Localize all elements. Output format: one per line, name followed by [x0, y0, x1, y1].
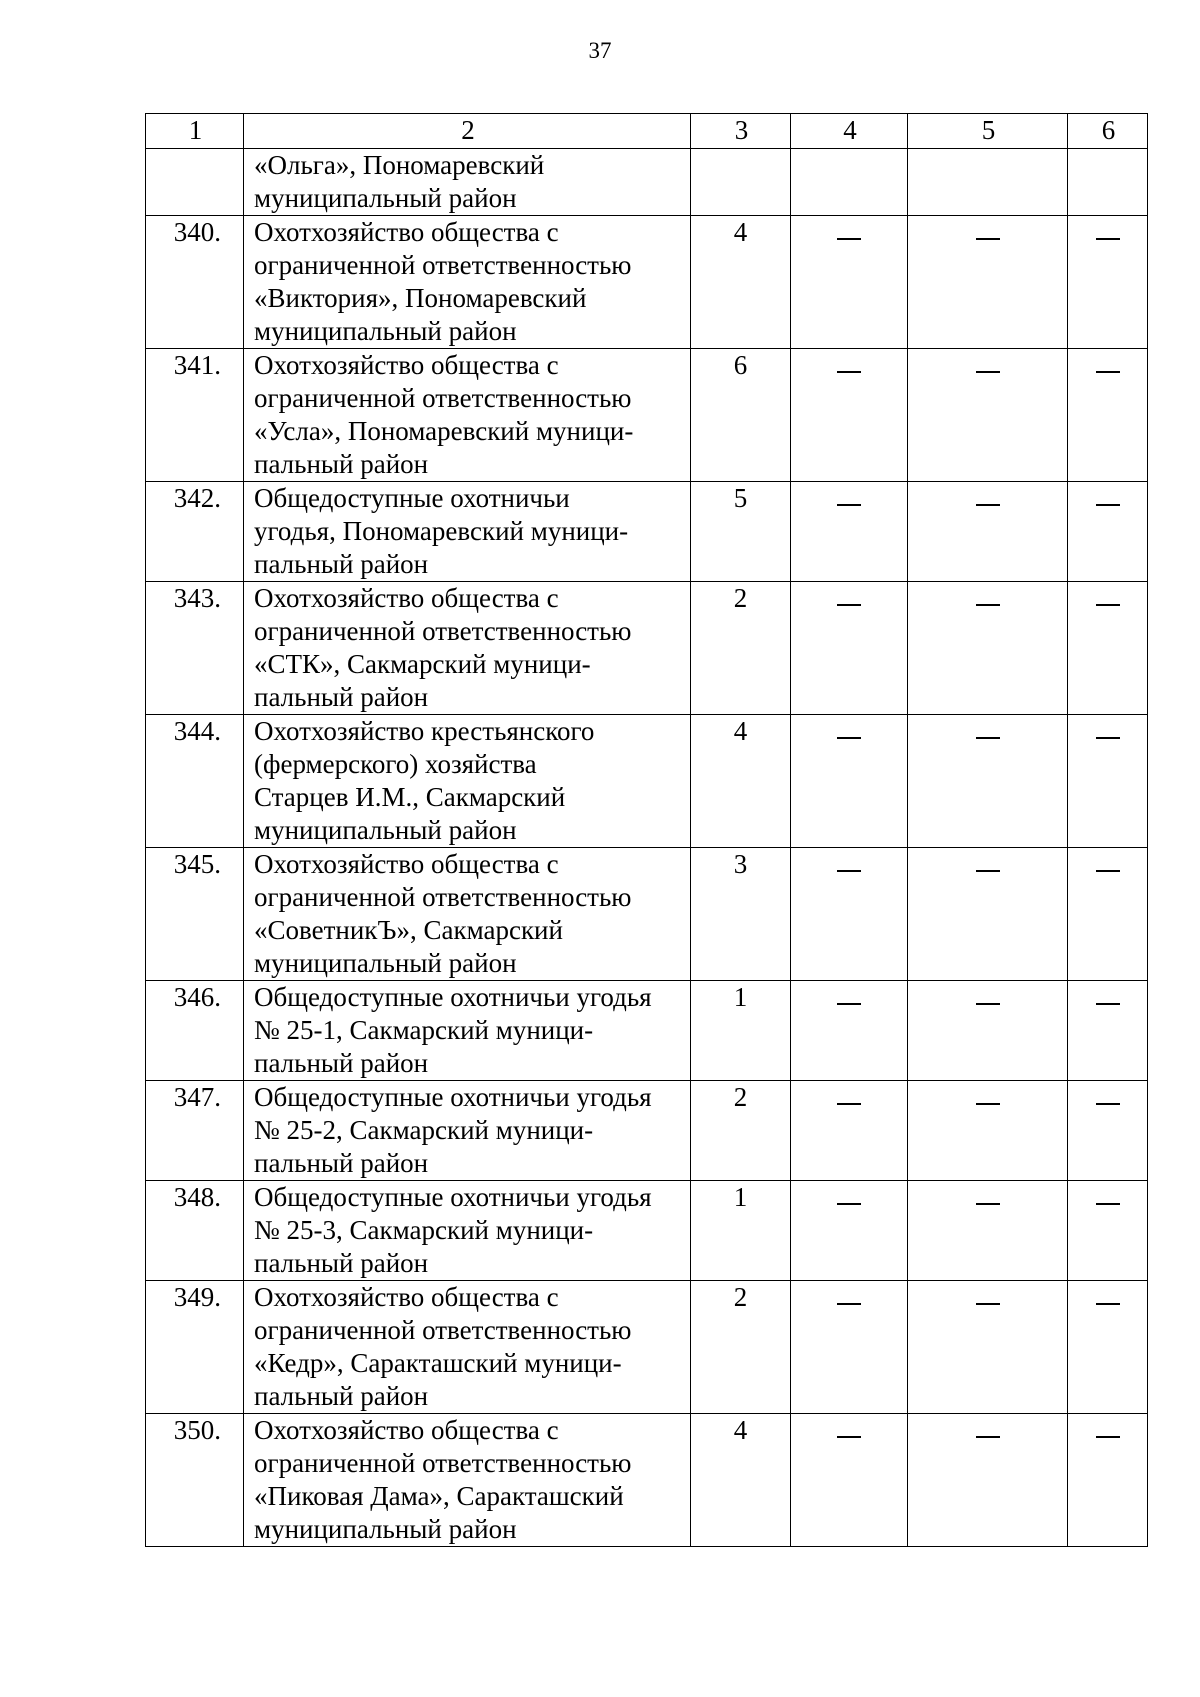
row-c5-cell [908, 715, 1068, 848]
dash-mark [837, 1303, 861, 1305]
dash-mark [837, 238, 861, 240]
row-name-cell [244, 349, 691, 482]
row-quantity: 2 [691, 1281, 791, 1414]
dash-mark [1096, 870, 1120, 872]
row-quantity: 5 [691, 482, 791, 582]
table-row [146, 1081, 1148, 1181]
row-name-cell [244, 582, 691, 715]
header-cell-6: 6 [1068, 114, 1148, 149]
name-line: муниципальный район [254, 948, 517, 978]
dash-mark [1096, 238, 1120, 240]
row-name-cell [244, 482, 691, 582]
table-row [146, 216, 1148, 349]
dash-mark [976, 1303, 1000, 1305]
dash-mark [837, 371, 861, 373]
dash-mark [976, 1003, 1000, 1005]
row-name-cell [244, 715, 691, 848]
row-number: 346. [146, 981, 244, 1081]
header-row [146, 114, 1148, 149]
row-c5-cell [908, 1281, 1068, 1414]
row-number: 350. [146, 1414, 244, 1547]
continuation-num-cell [146, 149, 244, 216]
dash-mark [976, 1103, 1000, 1105]
row-name-cell [244, 848, 691, 981]
name-line: ограниченной ответственностью [254, 1448, 632, 1478]
dash-mark [837, 1003, 861, 1005]
row-c6-cell [1068, 715, 1148, 848]
name-line: «Виктория», Пономаревский [254, 283, 587, 313]
dash-mark [976, 737, 1000, 739]
dash-mark [837, 504, 861, 506]
row-c5-cell [908, 981, 1068, 1081]
row-c5-cell [908, 1081, 1068, 1181]
row-c6-cell [1068, 216, 1148, 349]
row-quantity: 4 [691, 216, 791, 349]
row-number: 341. [146, 349, 244, 482]
dash-mark [976, 371, 1000, 373]
dash-mark [976, 504, 1000, 506]
dash-mark [837, 737, 861, 739]
name-line: угодья, Пономаревский муници- [254, 516, 629, 546]
continuation-qty-cell [691, 149, 791, 216]
name-line: муниципальный район [254, 316, 517, 346]
name-line: «СоветникЪ», Сакмарский [254, 915, 563, 945]
row-name-cell [244, 1414, 691, 1547]
dash-mark [976, 604, 1000, 606]
row-c4-cell [791, 1081, 908, 1181]
name-line: муниципальный район [254, 815, 517, 845]
dash-mark [837, 1103, 861, 1105]
row-c4-cell [791, 482, 908, 582]
row-name-cell [244, 216, 691, 349]
row-c4-cell [791, 848, 908, 981]
header-cell-5: 5 [908, 114, 1068, 149]
continuation-name-cell [244, 149, 691, 216]
row-quantity: 2 [691, 1081, 791, 1181]
name-line: Общедоступные охотничьи угодья [254, 1082, 652, 1112]
dash-mark [976, 1203, 1000, 1205]
name-line: пальный район [254, 1248, 429, 1278]
row-number: 348. [146, 1181, 244, 1281]
continuation-row [146, 149, 1148, 216]
name-line: пальный район [254, 1381, 429, 1411]
name-line: № 25-1, Сакмарский муници- [254, 1015, 594, 1045]
dash-mark [1096, 1003, 1120, 1005]
name-line: муниципальный район [254, 183, 517, 213]
name-line: Охотхозяйство общества с [254, 1282, 559, 1312]
row-c6-cell [1068, 482, 1148, 582]
name-line: ограниченной ответственностью [254, 616, 632, 646]
row-c4-cell [791, 1281, 908, 1414]
row-c6-cell [1068, 349, 1148, 482]
continuation-col5-cell [908, 149, 1068, 216]
name-line: пальный район [254, 1048, 429, 1078]
dash-mark [976, 870, 1000, 872]
row-number: 345. [146, 848, 244, 981]
name-line: пальный район [254, 682, 429, 712]
name-line: «Ольга», Пономаревский [254, 150, 545, 180]
continuation-col6-cell [1068, 149, 1148, 216]
row-c5-cell [908, 482, 1068, 582]
row-c6-cell [1068, 848, 1148, 981]
dash-mark [1096, 1436, 1120, 1438]
dash-mark [1096, 371, 1120, 373]
table-row [146, 582, 1148, 715]
dash-mark [1096, 1203, 1120, 1205]
row-number: 344. [146, 715, 244, 848]
name-line: Охотхозяйство общества с [254, 350, 559, 380]
name-line: «Усла», Пономаревский муници- [254, 416, 634, 446]
name-line: Охотхозяйство общества с [254, 849, 559, 879]
dash-mark [837, 604, 861, 606]
name-line: пальный район [254, 1148, 429, 1178]
row-quantity: 1 [691, 1181, 791, 1281]
dash-mark [1096, 604, 1120, 606]
name-line: № 25-3, Сакмарский муници- [254, 1215, 594, 1245]
table-row [146, 482, 1148, 582]
name-line: ограниченной ответственностью [254, 250, 632, 280]
name-line: Охотхозяйство общества с [254, 217, 559, 247]
name-line: Охотхозяйство крестьянского [254, 716, 595, 746]
dash-mark [976, 1436, 1000, 1438]
name-line: Охотхозяйство общества с [254, 583, 559, 613]
name-line: ограниченной ответственностью [254, 1315, 632, 1345]
row-name-cell [244, 1281, 691, 1414]
row-c6-cell [1068, 1414, 1148, 1547]
dash-mark [837, 1203, 861, 1205]
row-c4-cell [791, 715, 908, 848]
name-line: «Пиковая Дама», Саракташский [254, 1481, 624, 1511]
row-name-cell [244, 981, 691, 1081]
header-cell-2: 2 [244, 114, 691, 149]
row-c6-cell [1068, 981, 1148, 1081]
row-quantity: 3 [691, 848, 791, 981]
table-row [146, 715, 1148, 848]
row-name-cell [244, 1081, 691, 1181]
row-c4-cell [791, 1414, 908, 1547]
name-line: ограниченной ответственностью [254, 383, 632, 413]
dash-mark [976, 238, 1000, 240]
continuation-col4-cell [791, 149, 908, 216]
row-number: 340. [146, 216, 244, 349]
dash-mark [837, 870, 861, 872]
row-number: 342. [146, 482, 244, 582]
row-c6-cell [1068, 1081, 1148, 1181]
dash-mark [1096, 1103, 1120, 1105]
row-number: 343. [146, 582, 244, 715]
dash-mark [1096, 737, 1120, 739]
dash-mark [1096, 1303, 1120, 1305]
hunting-grounds-table [145, 113, 1148, 1547]
row-c6-cell [1068, 1281, 1148, 1414]
row-quantity: 6 [691, 349, 791, 482]
table-row [146, 349, 1148, 482]
name-line: муниципальный район [254, 1514, 517, 1544]
name-line: (фермерского) хозяйства [254, 749, 537, 779]
row-quantity: 4 [691, 1414, 791, 1547]
name-line: «СТК», Сакмарский муници- [254, 649, 591, 679]
dash-mark [837, 1436, 861, 1438]
row-c4-cell [791, 981, 908, 1081]
row-c5-cell [908, 582, 1068, 715]
row-c5-cell [908, 848, 1068, 981]
row-c5-cell [908, 1181, 1068, 1281]
name-line: Общедоступные охотничьи угодья [254, 982, 652, 1012]
table-row [146, 1414, 1148, 1547]
row-quantity: 2 [691, 582, 791, 715]
header-cell-1: 1 [146, 114, 244, 149]
name-line: пальный район [254, 549, 429, 579]
name-line: пальный район [254, 449, 429, 479]
row-c4-cell [791, 582, 908, 715]
row-number: 347. [146, 1081, 244, 1181]
name-line: № 25-2, Сакмарский муници- [254, 1115, 594, 1145]
name-line: Общедоступные охотничьи угодья [254, 1182, 652, 1212]
table-row [146, 1281, 1148, 1414]
name-line: «Кедр», Саракташский муници- [254, 1348, 622, 1378]
row-number: 349. [146, 1281, 244, 1414]
row-c4-cell [791, 1181, 908, 1281]
row-c4-cell [791, 349, 908, 482]
row-c5-cell [908, 216, 1068, 349]
row-c5-cell [908, 1414, 1068, 1547]
header-cell-4: 4 [791, 114, 908, 149]
name-line: ограниченной ответственностью [254, 882, 632, 912]
row-quantity: 1 [691, 981, 791, 1081]
name-line: Старцев И.М., Сакмарский [254, 782, 566, 812]
name-line: Общедоступные охотничьи [254, 483, 570, 513]
row-name-cell [244, 1181, 691, 1281]
row-c6-cell [1068, 1181, 1148, 1281]
header-cell-3: 3 [691, 114, 791, 149]
row-c4-cell [791, 216, 908, 349]
table-row [146, 848, 1148, 981]
table-row [146, 1181, 1148, 1281]
dash-mark [1096, 504, 1120, 506]
row-quantity: 4 [691, 715, 791, 848]
row-c5-cell [908, 349, 1068, 482]
row-c6-cell [1068, 582, 1148, 715]
table-row [146, 981, 1148, 1081]
page-number: 37 [588, 38, 612, 63]
name-line: Охотхозяйство общества с [254, 1415, 559, 1445]
